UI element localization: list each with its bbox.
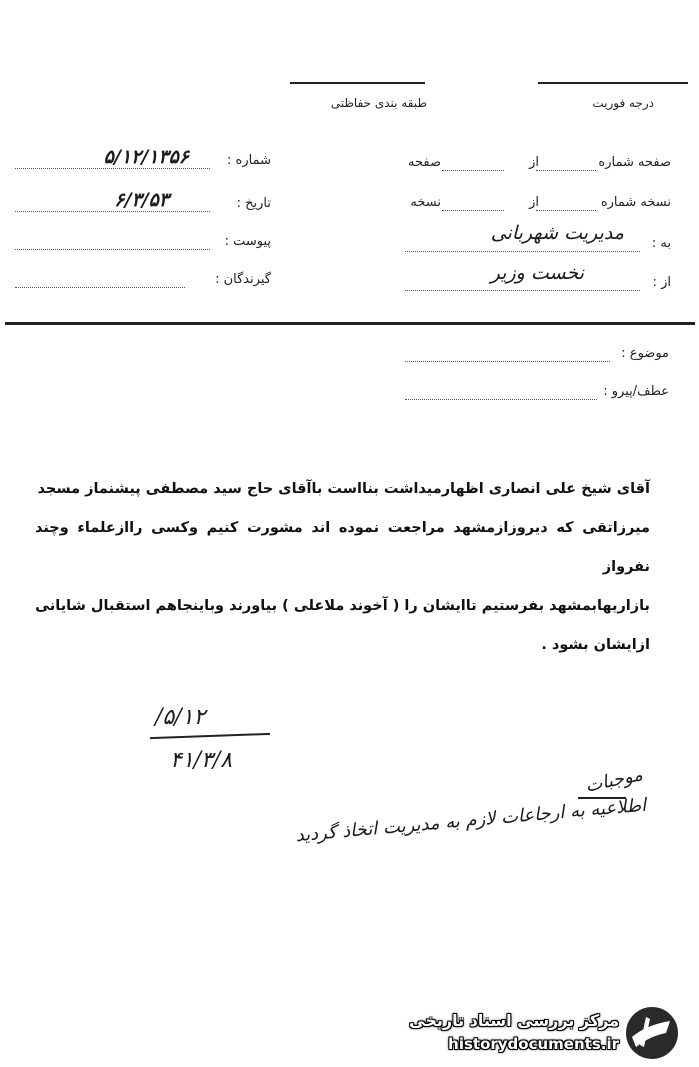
copy-suffix: نسخه xyxy=(410,195,441,210)
classification-rule xyxy=(290,82,425,84)
copy-of: از xyxy=(529,195,539,210)
header-separator xyxy=(5,322,695,325)
archive-logo-icon xyxy=(622,1003,682,1063)
reference-dots xyxy=(405,399,597,400)
urgency-label: درجه فوریت xyxy=(592,96,654,110)
from-value: نخست وزیر xyxy=(490,262,584,284)
attachment-label: پیوست : xyxy=(224,234,271,249)
recipients-label: گیرندگان : xyxy=(215,272,271,287)
watermark-name: مرکز بررسی اسناد تاریخی xyxy=(409,1011,619,1030)
note-line: اطلاعیه به ارجاعات لازم به مدیریت اتخاذ گردید xyxy=(295,794,648,847)
reference-label: عطف/پیرو : xyxy=(603,384,669,399)
page-total-dots xyxy=(442,170,504,171)
subject-label: موضوع : xyxy=(621,346,669,361)
body-line: ازایشان بشود . xyxy=(541,637,650,653)
number-dots xyxy=(15,168,210,169)
to-label: به : xyxy=(651,236,671,251)
from-label: از : xyxy=(652,275,671,290)
to-value: مدیریت شهربانی xyxy=(490,222,624,244)
body-line: میرزاتقی که دیروزازمشهد مراجعت نموده اند مشورت کنیم وکسی راازعلماء وچند نفرواز xyxy=(35,520,650,575)
note-title: موجبات xyxy=(583,764,645,797)
date-value: ۶/۳/۵۳ xyxy=(114,189,169,211)
copy-total-dots xyxy=(442,210,504,211)
body-line: بازاریهابمشهد بفرستیم تاایشان را ( آخوند ملاعلی ) بیاورند وباینجاهم استقبال شایانی xyxy=(35,598,650,614)
copy-number-dots xyxy=(536,210,596,211)
recipients-dots xyxy=(15,287,185,288)
number-value: ۵/۱۲/۱۳۵۶ xyxy=(103,146,189,168)
body-line: آقای شیخ علی انصاری اظهارمیداشت بنااست باآقای حاج سید مصطفی پیشنماز مسجد xyxy=(37,481,650,497)
to-dots xyxy=(405,251,640,252)
page-number-label: صفحه شماره xyxy=(598,155,671,170)
handwritten-date: ۴۱/۳/۸ xyxy=(170,748,233,773)
handwritten-number: ۵/۱۲/ xyxy=(155,705,206,730)
copy-number-label: نسخه شماره xyxy=(600,195,671,210)
watermark-site: historydocuments.ir xyxy=(448,1035,619,1053)
handwritten-underline xyxy=(150,733,270,739)
date-dots xyxy=(15,211,210,212)
letter-body xyxy=(35,470,650,665)
urgency-rule xyxy=(538,82,688,84)
subject-dots xyxy=(405,361,610,362)
attachment-dots xyxy=(15,249,210,250)
number-label: شماره : xyxy=(227,153,271,168)
page-suffix: صفحه xyxy=(408,155,441,170)
date-label: تاریخ : xyxy=(236,196,271,211)
classification-label: طبقه بندی حفاظتی xyxy=(330,96,427,110)
page-number-dots xyxy=(536,170,596,171)
page-of: از xyxy=(529,155,539,170)
from-dots xyxy=(405,290,640,291)
